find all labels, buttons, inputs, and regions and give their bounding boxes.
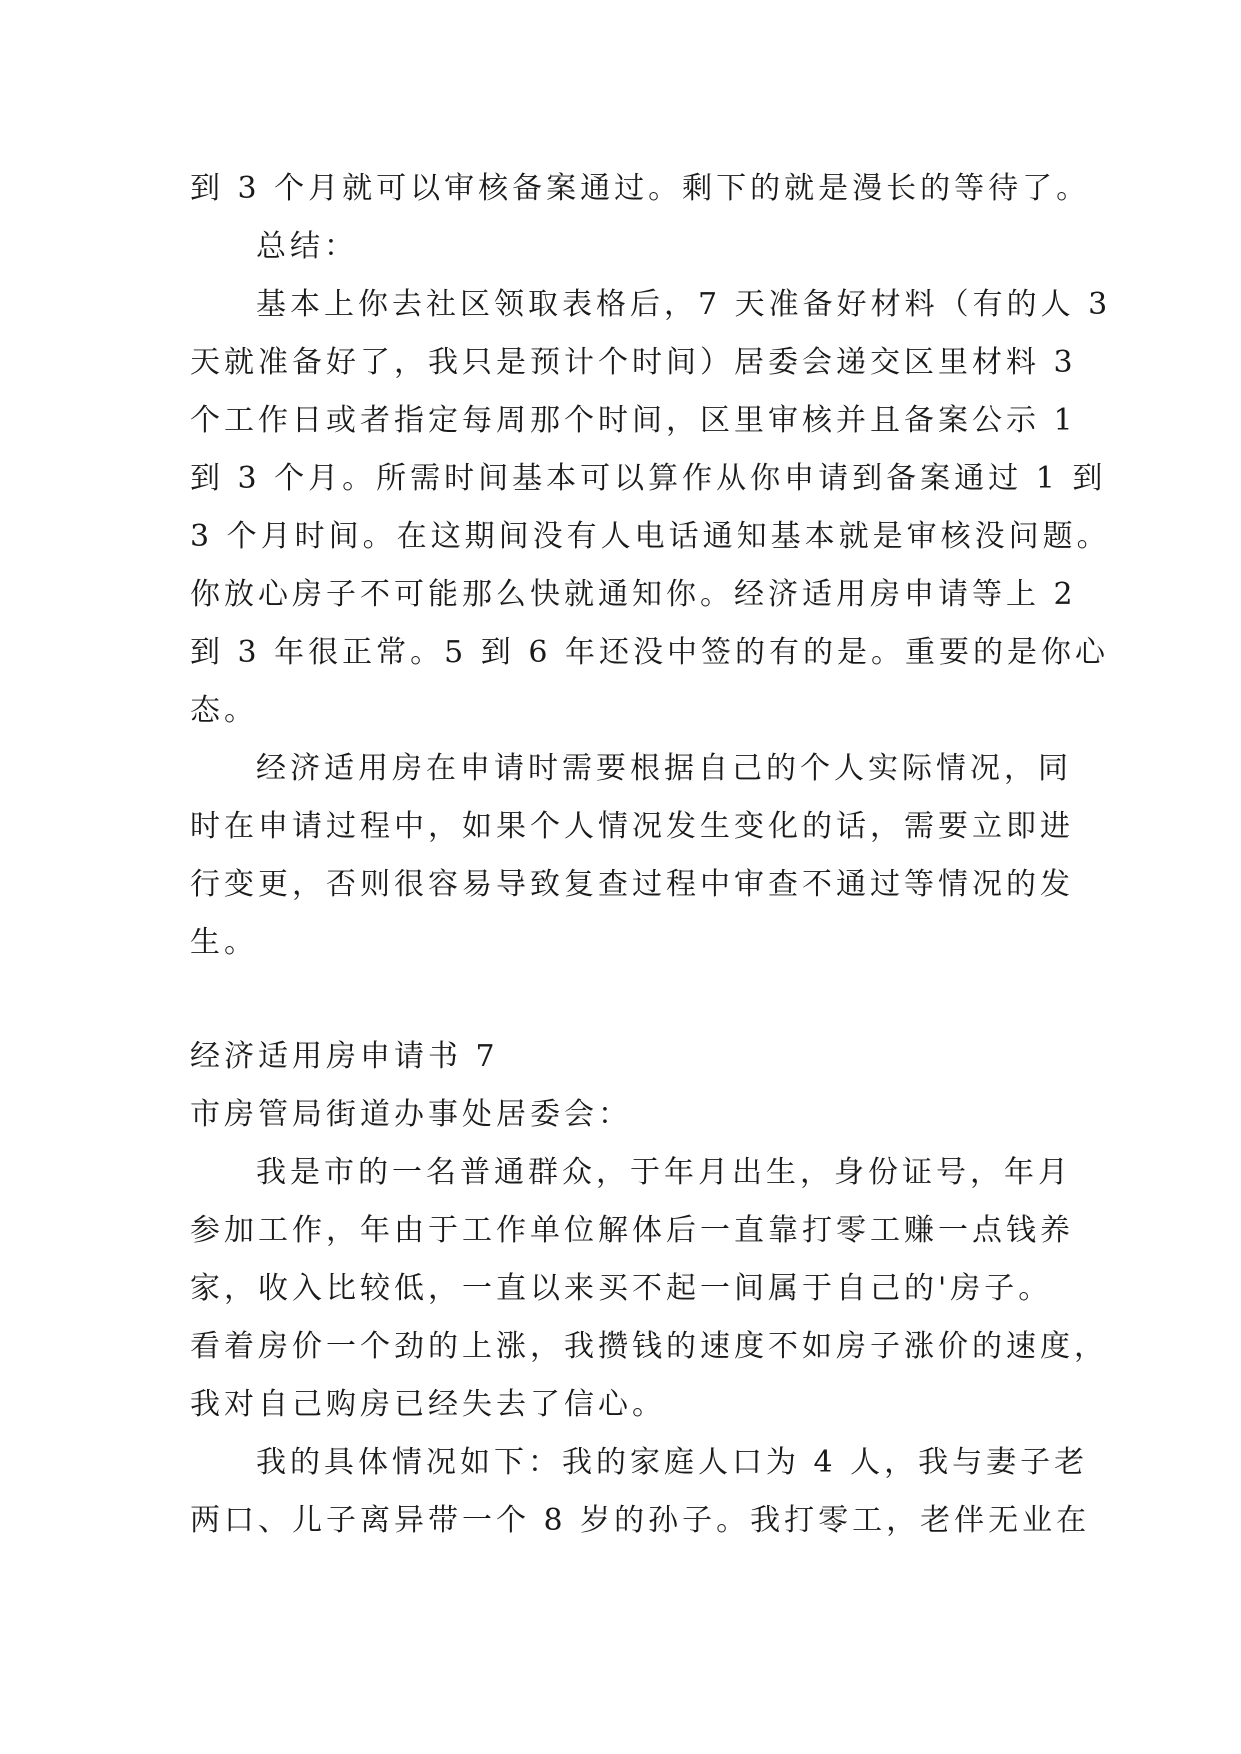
text-line: 我是市的一名普通群众，于年月出生，身份证号，年月 bbox=[256, 1155, 1072, 1190]
text-line: 你放心房子不可能那么快就通知你。经济适用房申请等上 2 bbox=[190, 577, 1077, 612]
document-title: 经济适用房申请书 7 bbox=[190, 1039, 499, 1074]
text-line: 家，收入比较低，一直以来买不起一间属于自己的'房子。 bbox=[190, 1271, 1053, 1306]
text-line: 参加工作，年由于工作单位解体后一直靠打零工赚一点钱养 bbox=[190, 1213, 1074, 1248]
text-line: 到 3 年很正常。5 到 6 年还没中签的有的是。重要的是你心 bbox=[190, 635, 1109, 670]
text-line: 态。 bbox=[190, 693, 258, 728]
text-line: 基本上你去社区领取表格后，7 天准备好材料（有的人 3 bbox=[256, 287, 1112, 322]
text-line: 3 个月时间。在这期间没有人电话通知基本就是审核没问题。 bbox=[190, 519, 1111, 554]
salutation: 市房管局街道办事处居委会： bbox=[190, 1097, 632, 1132]
text-line: 到 3 个月。所需时间基本可以算作从你申请到备案通过 1 到 bbox=[190, 461, 1107, 496]
text-line: 看着房价一个劲的上涨，我攒钱的速度不如房子涨价的速度， bbox=[190, 1329, 1108, 1364]
section-heading-summary: 总结： bbox=[256, 229, 358, 264]
text-line: 行变更，否则很容易导致复查过程中审查不通过等情况的发 bbox=[190, 867, 1074, 902]
text-line: 我对自己购房已经失去了信心。 bbox=[190, 1387, 666, 1422]
text-line: 天就准备好了，我只是预计个时间）居委会递交区里材料 3 bbox=[190, 345, 1077, 380]
text-line: 两口、儿子离异带一个 8 岁的孙子。我打零工，老伴无业在 bbox=[190, 1503, 1091, 1538]
text-line: 时在申请过程中，如果个人情况发生变化的话，需要立即进 bbox=[190, 809, 1074, 844]
text-line: 个工作日或者指定每周那个时间，区里审核并且备案公示 1 bbox=[190, 403, 1077, 438]
text-line: 我的具体情况如下：我的家庭人口为 4 人，我与妻子老 bbox=[256, 1445, 1089, 1480]
text-line: 经济适用房在申请时需要根据自己的个人实际情况，同 bbox=[256, 751, 1072, 786]
text-line: 生。 bbox=[190, 925, 258, 960]
text-line: 到 3 个月就可以审核备案通过。剩下的就是漫长的等待了。 bbox=[190, 171, 1091, 206]
